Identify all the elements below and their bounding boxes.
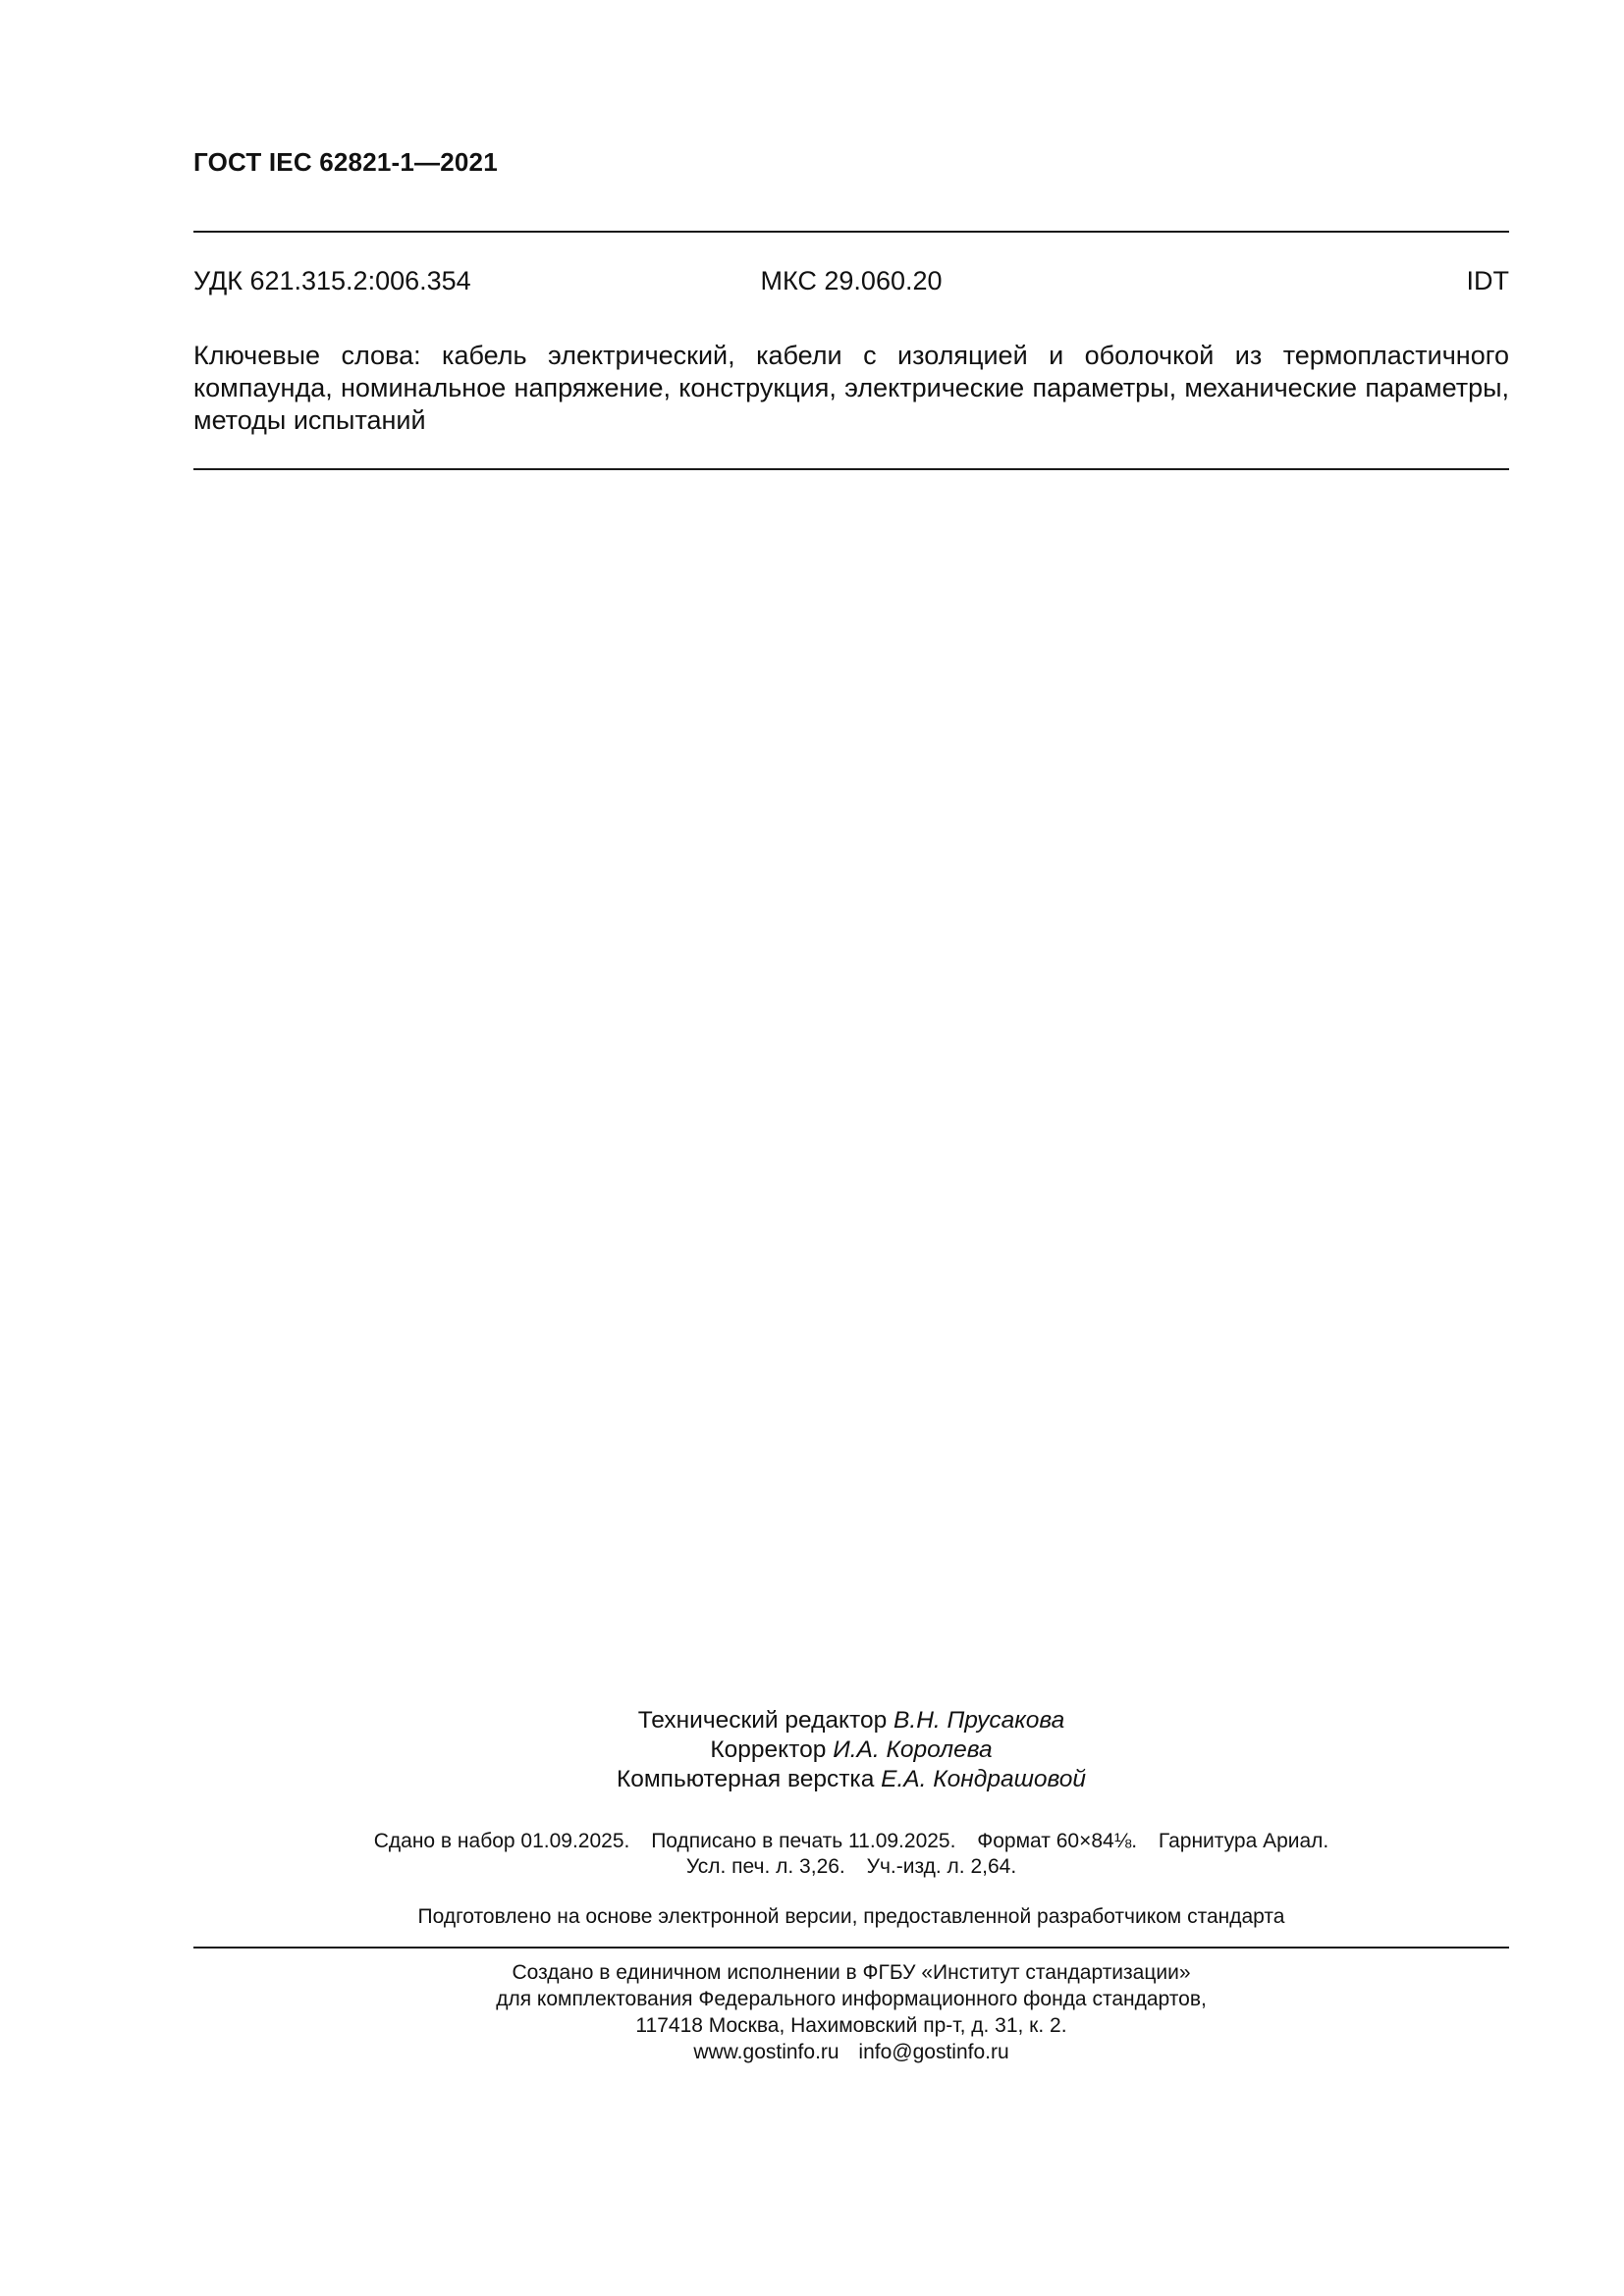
created-line-2: для комплектования Федерального информационного фонда стандартов, [496,1988,1207,2010]
corrector-line [193,1735,1509,1765]
keywords-paragraph: Ключевые слова: кабель электрический, кабели с изоляцией и оболочкой из термопластичного компаунда, номинальное напряжение, конструкция, электрические параметры, механические параметры, методы испытаний [193,341,1509,435]
keywords-divider [193,468,1509,470]
tech-editor-line [193,1706,1509,1735]
created-line-1: Создано в единичном исполнении в ФГБУ «Институт стандартизации» [512,1961,1191,1984]
edit-sheets: Уч.-изд. л. 2,64. [866,1855,1017,1878]
corrector-name: И.А. Королева [833,1736,993,1763]
publication-line-1 [193,1829,1509,1854]
email-link[interactable]: info@gostinfo.ru [858,2041,1009,2063]
typeface: Гарнитура Ариал. [1158,1830,1329,1852]
credits-block [193,1706,1509,1794]
publication-line-2 [193,1854,1509,1880]
layout-name: Е.А. Кондрашовой [881,1766,1087,1792]
tech-editor-name: В.Н. Прусакова [893,1707,1065,1734]
publication-info [193,1829,1509,1880]
idt-label: IDT [1466,266,1509,295]
created-line-3: 117418 Москва, Нахимовский пр-т, д. 31, к. 2. [635,2014,1067,2037]
tech-editor-label: Технический редактор [637,1707,888,1734]
prepared-note: Подготовлено на основе электронной версии, предоставленной разработчиком стандарта [417,1905,1285,1928]
submitted-date: Сдано в набор 01.09.2025. [373,1830,630,1852]
classification-row [193,266,1509,296]
layout-line [193,1765,1509,1794]
layout-label: Компьютерная верстка [616,1766,875,1792]
udk-code: УДК 621.315.2:006.354 [193,266,471,295]
signed-date: Подписано в печать 11.09.2025. [651,1830,956,1852]
website-link[interactable]: www.gostinfo.ru [693,2041,839,2063]
mks-code: МКС 29.060.20 [760,266,943,295]
document-code: ГОСТ IEC 62821-1—2021 [193,147,498,177]
paper-format: Формат 60×84⅛. [977,1830,1138,1852]
contacts-line [193,2039,1509,2065]
print-sheets: Усл. печ. л. 3,26. [685,1855,845,1878]
top-divider [193,231,1509,233]
created-block [193,1959,1509,2065]
corrector-label: Корректор [710,1736,827,1763]
bottom-divider [193,1947,1509,1949]
